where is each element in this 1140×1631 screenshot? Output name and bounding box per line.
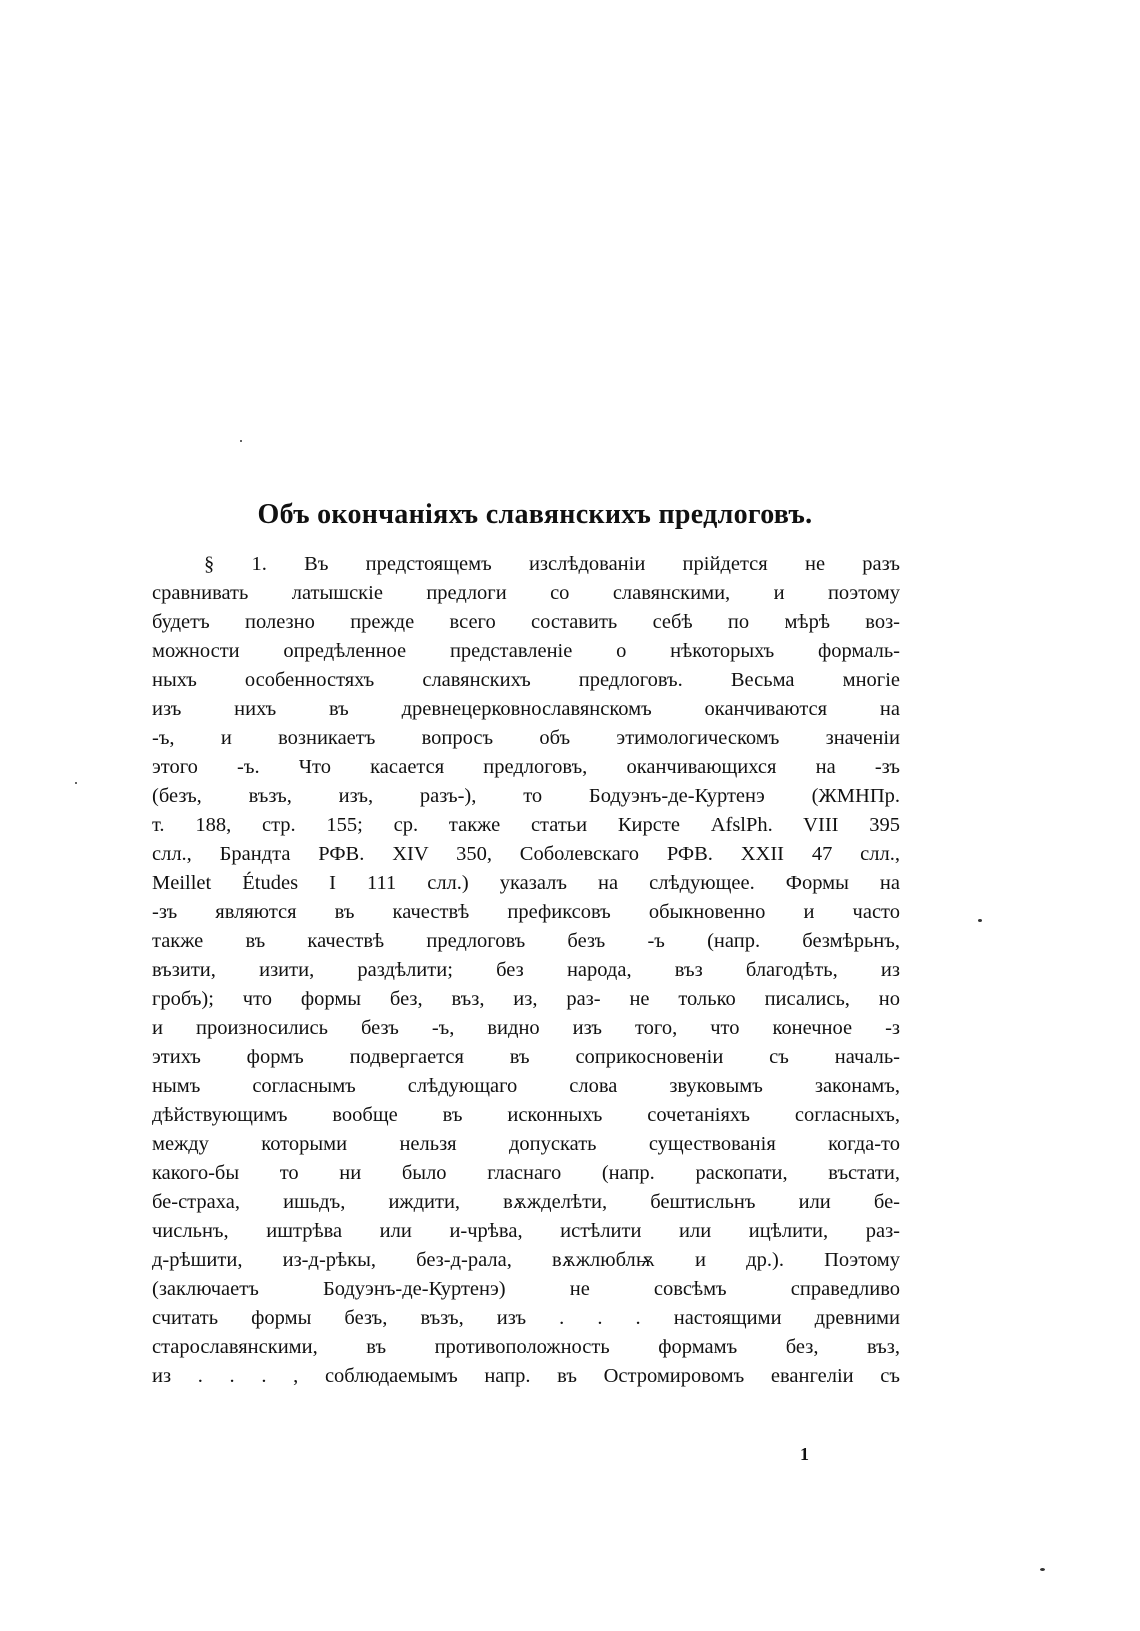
text-line: и произносились безъ -ъ, видно изъ того, что конечное -з (152, 1017, 900, 1039)
text-line: считать формы безъ, възъ, изъ . . . настоящими древними (152, 1307, 900, 1329)
text-line: будетъ полезно прежде всего составить себѣ по мѣрѣ воз- (152, 611, 900, 633)
text-line: какого-бы то ни было гласнаго (напр. раскопати, въстати, (152, 1162, 900, 1184)
text-line: възити, изити, раздѣлити; без народа, въз благодѣть, из (152, 959, 900, 981)
scan-speck (240, 440, 242, 442)
text-line: сравнивать латышскіе предлоги со славянскими, и поэтому (152, 582, 900, 604)
text-line: можности опредѣленное представленіе о нѣкоторыхъ формаль- (152, 640, 900, 662)
text-line: -ъ, и возникаетъ вопросъ объ этимологическомъ значеніи (152, 727, 900, 749)
text-line: из . . . , соблюдаемымъ напр. въ Остромировомъ евангеліи съ (152, 1365, 900, 1387)
text-line: дѣйствующимъ вообще въ исконныхъ сочетаніяхъ согласныхъ, (152, 1104, 900, 1126)
scan-speck (1040, 1568, 1045, 1571)
text-line: этого -ъ. Что касается предлоговъ, оканчивающихся на -зъ (152, 756, 900, 778)
text-line: также въ качествѣ предлоговъ безъ -ъ (напр. безмѣрьнъ, (152, 930, 900, 952)
text-line: старославянскими, въ противоположность формамъ без, въз, (152, 1336, 900, 1358)
text-line: изъ нихъ въ древнецерковнославянскомъ оканчиваются на (152, 698, 900, 720)
text-line: числьнъ, иштрѣва или и-чрѣва, истѣлити или ицѣлити, раз- (152, 1220, 900, 1242)
text-line: гробъ); что формы без, въз, из, раз- не только писались, но (152, 988, 900, 1010)
chapter-title: Объ окончаніяхъ славянскихъ предлоговъ. (257, 499, 813, 530)
text-line: (безъ, възъ, изъ, разъ-), то Бодуэнъ-де-Куртенэ (ЖМНПр. (152, 785, 900, 807)
page-number: 1 (800, 1444, 809, 1464)
text-line: между которыми нельзя допускать существованія когда-то (152, 1133, 900, 1155)
text-line: -зъ являются въ качествѣ префиксовъ обыкновенно и часто (152, 901, 900, 923)
text-line: нымъ согласнымъ слѣдующаго слова звуковымъ законамъ, (152, 1075, 900, 1097)
text-line: (заключаетъ Бодуэнъ-де-Куртенэ) не совсѣмъ справедливо (152, 1278, 900, 1300)
scan-speck (75, 782, 77, 784)
body-paragraph (152, 550, 900, 1391)
text-line: бе-страха, ишьдъ, иждити, вѫжделѣти, бештисльнъ или бе- (152, 1191, 900, 1213)
text-line: д-рѣшити, из-д-рѣкы, без-д-рала, вѫжлюблѭ и др.). Поэтому (152, 1249, 900, 1271)
text-line: § 1. Въ предстоящемъ изслѣдованіи прійдется не разъ (204, 553, 900, 575)
text-line: Meillet Études I 111 слл.) указалъ на слѣдующее. Формы на (152, 872, 900, 894)
text-line: ныхъ особенностяхъ славянскихъ предлоговъ. Весьма многіе (152, 669, 900, 691)
text-line: этихъ формъ подвергается въ соприкосновеніи съ началь- (152, 1046, 900, 1068)
text-line: т. 188, стр. 155; ср. также статьи Кирсте AfslPh. VIII 395 (152, 814, 900, 836)
scan-speck (978, 919, 982, 922)
text-line: слл., Брандта РФВ. XIV 350, Соболевскаго РФВ. XXII 47 слл., (152, 843, 900, 865)
